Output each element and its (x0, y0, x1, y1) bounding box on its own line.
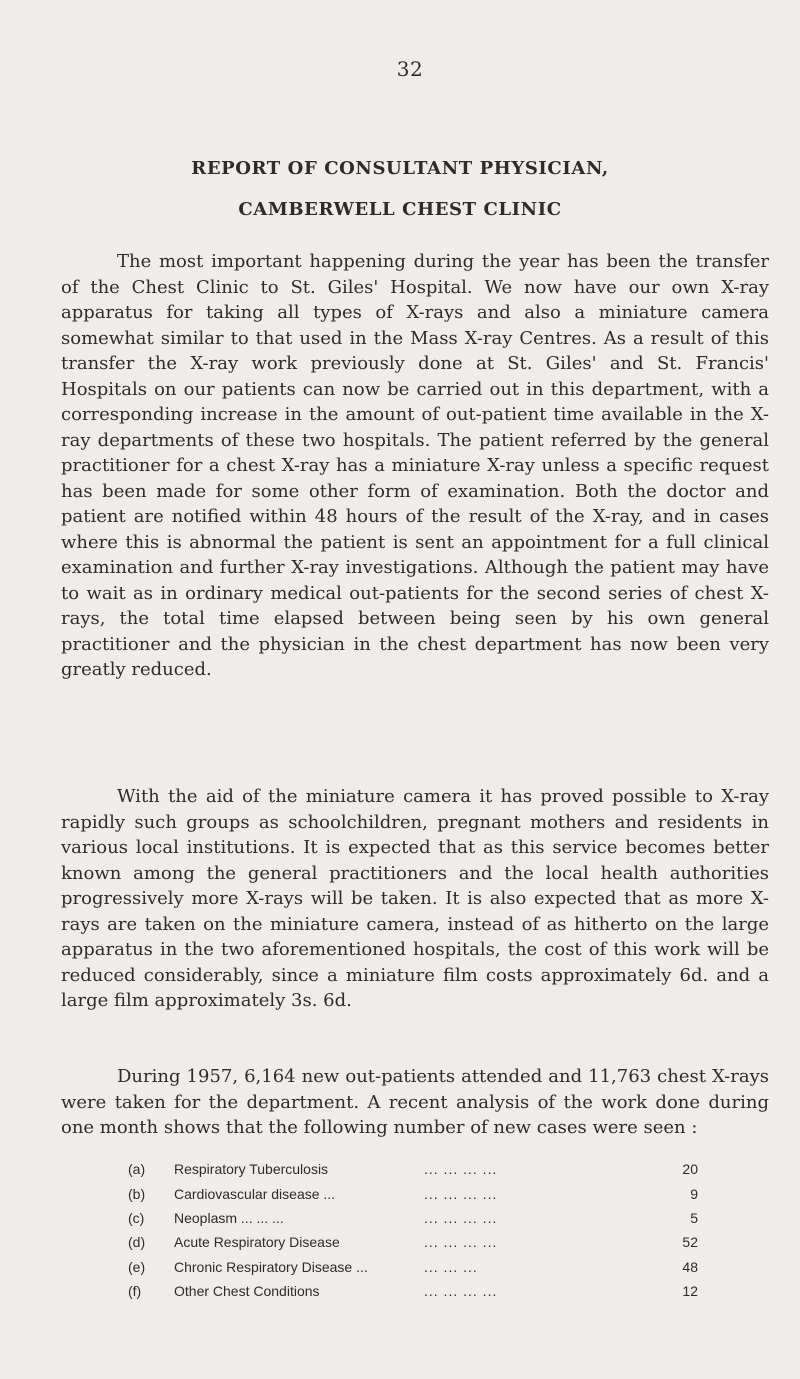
row-letter: (e) (128, 1258, 146, 1275)
row-leader-dots: ... ... ... ... (424, 1209, 498, 1226)
row-leader-dots: ... ... ... ... (424, 1161, 498, 1178)
row-letter: (a) (128, 1161, 146, 1178)
row-letter: (b) (128, 1185, 146, 1202)
table-row (128, 1181, 698, 1205)
report-title: REPORT OF CONSULTANT PHYSICIAN, (191, 158, 609, 179)
row-count: 9 (690, 1185, 698, 1202)
table-row (128, 1255, 698, 1279)
row-leader-dots: ... ... ... ... (424, 1185, 498, 1202)
clinic-title: CAMBERWELL CHEST CLINIC (238, 199, 562, 220)
table-row (128, 1157, 698, 1181)
row-count: 48 (682, 1258, 698, 1275)
paragraph-transfer: The most important happening during the year has been the transfer of the Chest Clinic to St. Giles' Hospital. We now have our own X-ray apparatus for taking all types of X-rays and also a miniature camera somewhat similar to that used in the Mass X-ray Centres. As a result of this transfer the X-ray work previously done at St. Giles' and St. Francis' Hospitals on our patients can now be carried out in this department, with a corresponding increase in the amount of out-patient time available in the X-ray departments of these two hospitals. The patient referred by the general practitioner for a chest X-ray has a miniature X-ray unless a specific request has been made for some other form of examination. Both the doctor and patient are notified within 48 hours of the result of the X-ray, and in cases where this is abnormal the patient is sent an appointment for a full clinical examination and further X-ray investigations. Although the patient may have to wait as in ordinary medical out-patients for the second series of chest X-rays, the total time elapsed between being seen by his own general practitioner and the physician in the chest department has now been very greatly reduced. (61, 251, 769, 680)
row-count: 52 (682, 1234, 698, 1251)
row-leader-dots: ... ... ... (424, 1258, 478, 1275)
row-label: Cardiovascular disease ... (174, 1185, 336, 1202)
row-letter: (f) (128, 1283, 142, 1300)
row-letter: (d) (128, 1234, 146, 1251)
row-label: Respiratory Tuberculosis (174, 1161, 329, 1178)
table-row (128, 1279, 698, 1303)
page-number: 32 (396, 57, 424, 81)
row-leader-dots: ... ... ... ... (424, 1283, 498, 1300)
row-count: 20 (682, 1161, 698, 1178)
paragraph-miniature-camera: With the aid of the miniature camera it has proved possible to X-ray rapidly such groups as schoolchildren, pregnant mothers and residents in various local institutions. It is expected that as this service becomes better known among the general practitioners and the local health authorities progressively more X-rays will be taken. It is also expected that as more X-rays are taken on the miniature camera, instead of as hitherto on the large apparatus in the two aforementioned hospitals, the cost of this work will be reduced considerably, since a miniature film costs approximately 6d. and a large film approximately 3s. 6d. (61, 786, 769, 1011)
new-cases-table (128, 1157, 698, 1303)
table-row (128, 1206, 698, 1230)
row-label: Neoplasm ... ... ... (174, 1209, 284, 1226)
row-label: Acute Respiratory Disease (174, 1234, 340, 1251)
row-count: 12 (682, 1283, 698, 1300)
row-label: Other Chest Conditions (174, 1283, 320, 1300)
row-label: Chronic Respiratory Disease ... (174, 1258, 368, 1275)
row-letter: (c) (128, 1209, 145, 1226)
row-leader-dots: ... ... ... ... (424, 1234, 498, 1251)
paragraph-statistics: During 1957, 6,164 new out-patients attended and 11,763 chest X-rays were taken for the department. A recent analysis of the work done during one month shows that the following number of new cases were seen : (61, 1066, 769, 1138)
table-row (128, 1230, 698, 1254)
row-count: 5 (690, 1209, 698, 1226)
